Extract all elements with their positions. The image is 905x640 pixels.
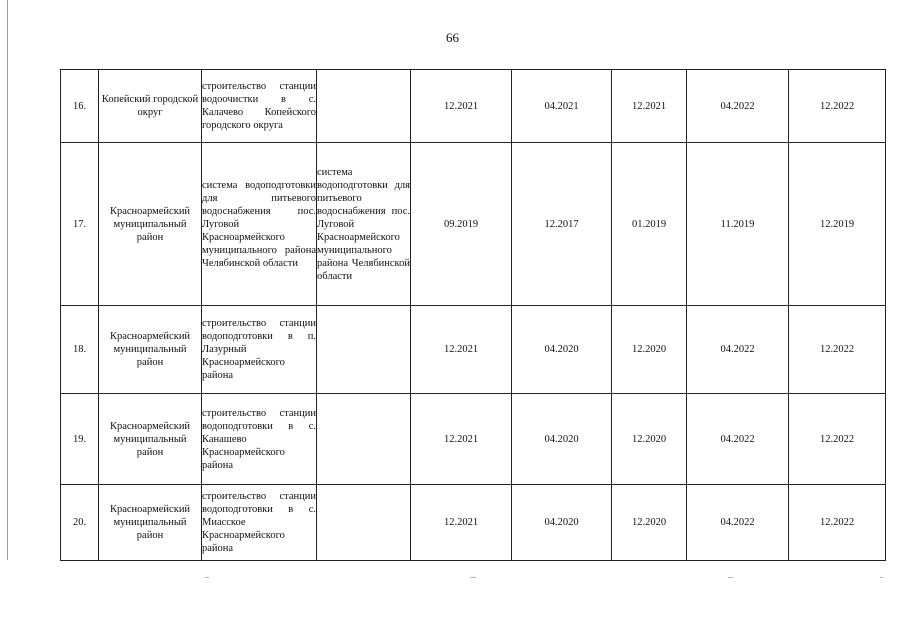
date-cell: 04.2022 [687, 306, 789, 394]
table-row [61, 485, 886, 561]
date-cell: 12.2021 [411, 485, 512, 561]
date-cell: 12.2021 [612, 70, 687, 143]
date-cell: 01.2019 [612, 143, 687, 306]
date-cell: 12.2021 [411, 306, 512, 394]
district-cell: Красноармейский муниципальный район [99, 143, 202, 306]
row-number: 20. [61, 485, 99, 561]
date-cell: 04.2020 [512, 306, 612, 394]
row-number: 19. [61, 394, 99, 485]
date-cell: 04.2022 [687, 394, 789, 485]
row-number: 17. [61, 143, 99, 306]
date-cell: 12.2017 [512, 143, 612, 306]
date-cell: 12.2020 [612, 394, 687, 485]
date-cell: 12.2020 [612, 485, 687, 561]
table-row [61, 394, 886, 485]
object-description-cell: строительство станции водоподготовки в с. Канашево Красноармейского района [202, 394, 317, 485]
date-cell: 04.2021 [512, 70, 612, 143]
district-cell: Красноармейский муниципальный район [99, 394, 202, 485]
design-documentation-cell [317, 306, 411, 394]
date-cell: 04.2022 [687, 485, 789, 561]
scan-speck [470, 577, 476, 578]
object-description-cell: система водоподготовки для питьевого водоснабжения пос. Луговой Красноармейского муниципального района Челябинской области [202, 143, 317, 306]
object-description-cell: строительство станции водоподготовки в п. Лазурный Красноармейского района [202, 306, 317, 394]
scan-speck [880, 577, 883, 578]
date-cell: 12.2022 [789, 70, 886, 143]
date-cell: 11.2019 [687, 143, 789, 306]
date-cell: 04.2020 [512, 394, 612, 485]
date-cell: 04.2022 [687, 70, 789, 143]
table-row [61, 70, 886, 143]
table-row [61, 306, 886, 394]
design-documentation-cell [317, 485, 411, 561]
date-cell: 12.2021 [411, 70, 512, 143]
date-cell: 12.2019 [789, 143, 886, 306]
date-cell: 12.2020 [612, 306, 687, 394]
design-documentation-cell: система водоподготовки для питьевого водоснабжения пос. Луговой Красноармейского муниципального района Челябинской области [317, 143, 411, 306]
date-cell: 09.2019 [411, 143, 512, 306]
page-edge-rule [7, 0, 8, 560]
district-cell: Копейский городской округ [99, 70, 202, 143]
district-cell: Красноармейский муниципальный район [99, 485, 202, 561]
date-cell: 12.2022 [789, 394, 886, 485]
design-documentation-cell [317, 394, 411, 485]
design-documentation-cell [317, 70, 411, 143]
date-cell: 12.2021 [411, 394, 512, 485]
row-number: 16. [61, 70, 99, 143]
facilities-schedule-table [60, 69, 886, 561]
date-cell: 12.2022 [789, 485, 886, 561]
scan-speck [728, 577, 733, 578]
page-number: 66 [446, 30, 459, 45]
object-description-cell: строительство станции водоочистки в с. Калачево Копейского городского округа [202, 70, 317, 143]
object-description-cell: строительство станции водоподготовки в с. Миасское Красноармейского района [202, 485, 317, 561]
scan-specks [0, 575, 905, 585]
scan-speck [205, 577, 209, 578]
date-cell: 04.2020 [512, 485, 612, 561]
district-cell: Красноармейский муниципальный район [99, 306, 202, 394]
date-cell: 12.2022 [789, 306, 886, 394]
row-number: 18. [61, 306, 99, 394]
table-row [61, 143, 886, 306]
